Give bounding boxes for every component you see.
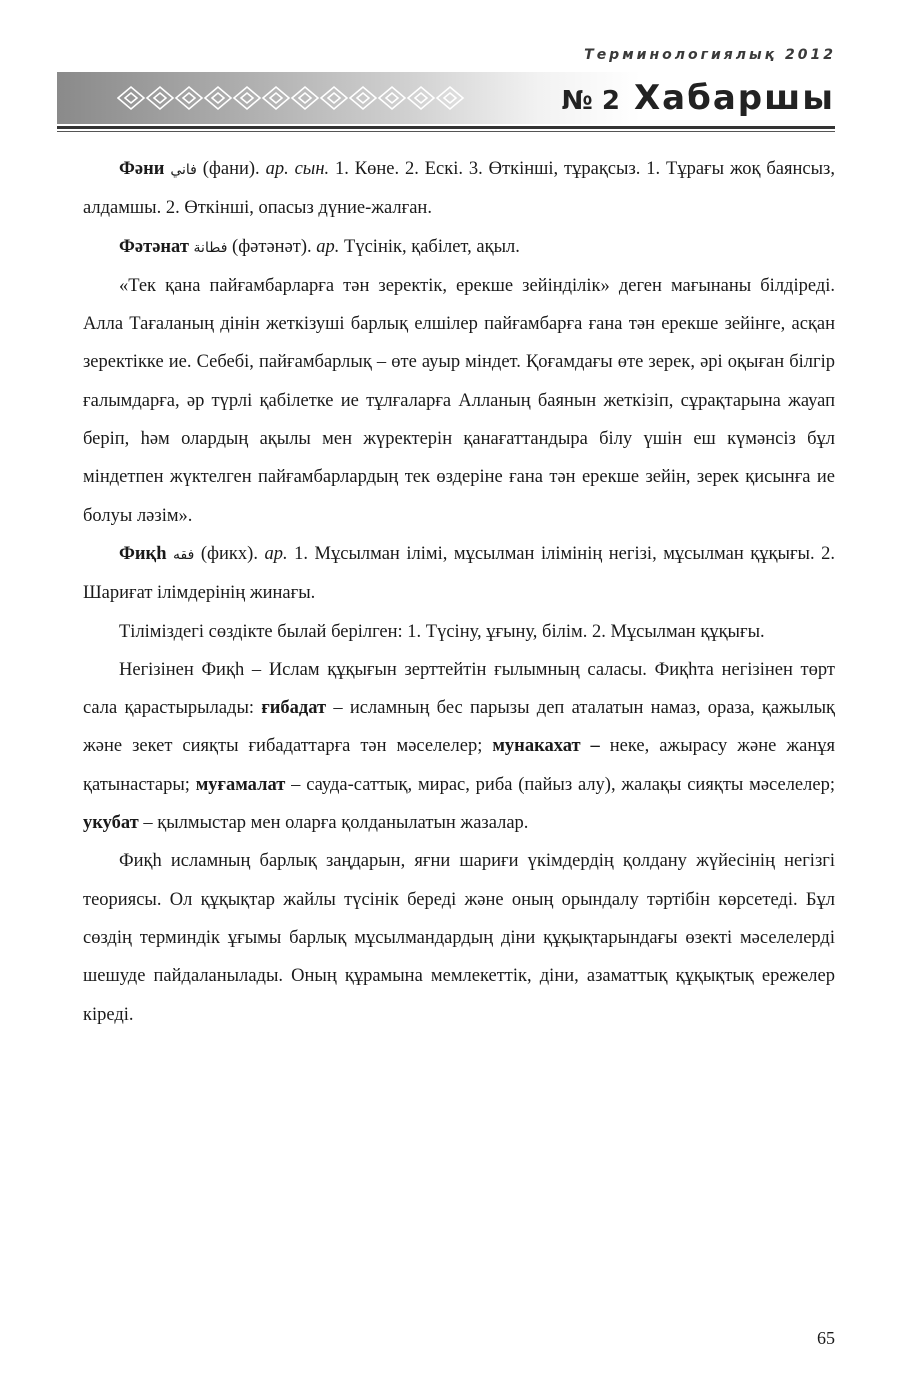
- arabic-fatanat: فطانة: [193, 239, 228, 256]
- term-fatanat: Фәтәнат: [119, 236, 189, 257]
- entry-fani: Фәни فاني (фани). ар. сын. 1. Көне. 2. Ескі. 3. Өткінші, тұрақсыз. 1. Тұрағы жоқ баянсыз, алдамшы. 2. Өткінші, опасыз дүние-жалған.: [83, 159, 835, 219]
- grammar-mark: ар. сын.: [265, 159, 330, 179]
- fiqh-theory-paragraph: Фиқһ исламның барлық заңдарын, яғни шариғи үкімдердің қолдану жүйесінің негізгі теориясы. Ол құқықтар жайлы түсінік береді және оның орындалу тәртібін көрсетеді. Бұл сөздің терминдік ұғымы барлық мұсылмандардың діни құқықтарындағы өзекті мәселелерді шешуде пайдаланылады. Оның құрамына мемлекеттік, діни, азаматтық құқықтық ережелер кіреді.: [83, 851, 835, 1025]
- fiqh-branches-paragraph: Негізінен Фиқһ – Ислам құқығын зерттейтін ғылымның саласы. Фиқһта негізінен төрт сала қарастырылады: ғибадат – исламның бес парызы деп аталатын намаз, ораза, қажылық және зекет сияқты ғибадаттарға тән мәселелер; мунакахат – неке, ажырасу және жанұя қатынастары; муғамалат – сауда-саттық, мирас, риба (пайыз алу), жалақы сияқты мәселелер; укубат – қылмыстар мен оларға қолданылатын жазалар.: [83, 659, 835, 834]
- term-ukubat: укубат: [83, 813, 139, 834]
- term-muamalat: муғамалат: [195, 774, 286, 795]
- entry-fatanat: Фәтәнат فطانة (фәтәнәт). ар. Түсінік, қабілет, ақыл.: [119, 236, 520, 257]
- term-fani: Фәни: [119, 159, 165, 179]
- grammar-mark: ар.: [316, 236, 340, 257]
- page-number: 65: [817, 1328, 835, 1348]
- issue-heading: [562, 78, 835, 118]
- term-fiqh: Фиқһ: [119, 543, 167, 564]
- header-band: [57, 72, 835, 124]
- header-rule-thin: [57, 131, 835, 132]
- fatanat-quote: «Тек қана пайғамбарларға тән зеректік, ерекше зейінділік» деген мағынаны білдіреді. Алла Тағаланың дінін жеткізуші барлық елшілер пайғамбарға ғана тән ерекше зейінге, асқан зеректікке ие. Себебі, пайғамбарлық – өте ауыр міндет. Қоғамдағы өте зерек, әрі оқыған білгір ғалымдарға, әр түрлі қабілетке ие тұлғаларға Алланың баянын жеткізіп, сұрақтарына жауап беріп, һәм олардың ақылы мен жүректерін қанағаттандыра білу үшін еш күмәнсіз бұл міндетпен жүктелген пайғамбарлардың тек өздеріне ғана тән ерекше зейін, зерек қисынға ие болуы ләзім».: [83, 275, 835, 526]
- term-ibadat: ғибадат: [261, 698, 327, 719]
- journal-title: Терминологиялық 2012: [584, 47, 836, 63]
- arabic-fiqh: فقه: [173, 546, 195, 563]
- entry-fiqh: Фиқһ فقه (фикх). ар. 1. Мұсылман ілімі, мұсылман ілімінің негізі, мұсылман құқығы. 2. Шариғат ілімдерінің жинағы.: [83, 543, 836, 604]
- article-body: [83, 150, 835, 1034]
- fiqh-dictionary-paragraph: Тіліміздегі сөздікте былай берілген: 1. Түсіну, ұғыну, білім. 2. Мұсылман құқығы.: [119, 621, 765, 642]
- header-rule: [57, 126, 835, 129]
- arabic-fani: فاني: [170, 162, 197, 178]
- issue-number: № 2: [561, 86, 620, 116]
- ornament-pattern: [117, 84, 487, 112]
- grammar-mark: ар.: [264, 543, 288, 564]
- term-munakahat: мунакахат –: [492, 736, 600, 757]
- issue-title: Хабаршы: [633, 78, 835, 118]
